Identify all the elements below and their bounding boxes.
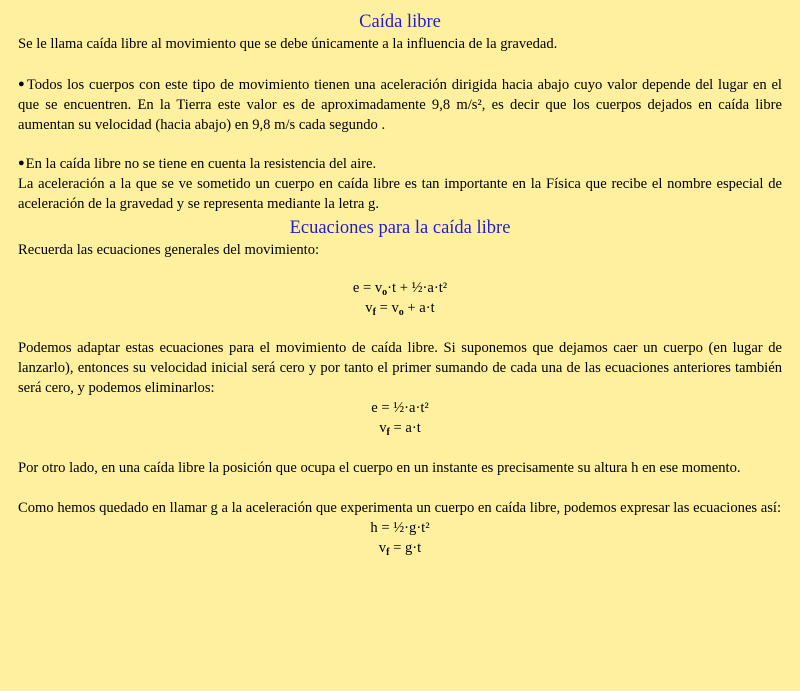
equation-velocity-free-fall: $v_f = a\cdot t$ <box>379 420 421 438</box>
spacer <box>18 478 782 498</box>
bullet-paragraph-2 <box>18 153 782 174</box>
express-paragraph: Como hemos quedado en llamar g a la aceleración que experimenta un cuerpo en caída libre, podemos expresar las ecuaciones así: <box>18 500 782 516</box>
spacer <box>18 438 782 458</box>
equation-position-general: $e = v_o\cdot t$ + ½·a·t² <box>352 280 448 298</box>
spacer <box>18 260 782 278</box>
spacer <box>18 318 782 338</box>
equation-velocity-general: $v_f = v_o + a\cdot t$ <box>365 300 435 318</box>
gravity-paragraph: La aceleración a la que se ve sometido un cuerpo en caída libre es tan importante en la Física que recibe el nombre especial de aceleración de la gravedad y se representa mediante la letra g. <box>18 176 782 212</box>
equation-position-free-fall: e = ½·a·t² <box>371 400 429 416</box>
bullet-1-text: Todos los cuerpos con este tipo de movimiento tienen una aceleración dirigida hacia abajo cuyo valor depende del lugar en el que se encuentren. En la Tierra este valor es de aproximadamente 9,8 m/s², es decir que los cuerpos dejados en caída libre aumentan su velocidad (hacia abajo) en 9,8 m/s cada segundo . <box>18 77 782 133</box>
height-paragraph: Por otro lado, en una caída libre la posición que ocupa el cuerpo en un instante es precisamente su altura h en ese momento. <box>18 460 741 476</box>
title-caida-libre: Caída libre <box>359 12 441 32</box>
equation-velocity-g: $v_f = g\cdot t$ <box>378 540 422 558</box>
bullet-2-text: En la caída libre no se tiene en cuenta la resistencia del aire. <box>25 156 377 172</box>
bullet-paragraph-1 <box>18 74 782 135</box>
spacer <box>18 54 782 74</box>
bullet-icon: ● <box>18 78 26 90</box>
spacer <box>18 135 782 153</box>
title-ecuaciones: Ecuaciones para la caída libre <box>289 218 511 238</box>
bullet-icon: ● <box>18 157 25 169</box>
intro-paragraph: Se le llama caída libre al movimiento que se debe únicamente a la influencia de la gravedad. <box>18 36 558 52</box>
equation-height: h = ½·g·t² <box>370 520 430 536</box>
adapt-paragraph: Podemos adaptar estas ecuaciones para el movimiento de caída libre. Si suponemos que dejamos caer un cuerpo (en lugar de lanzarlo), entonces su velocidad inicial será cero y por tanto el primer sumando de cada una de las ecuaciones anteriores también será cero, y podemos eliminarlos: <box>18 340 782 396</box>
recall-paragraph: Recuerda las ecuaciones generales del movimiento: <box>18 242 320 258</box>
